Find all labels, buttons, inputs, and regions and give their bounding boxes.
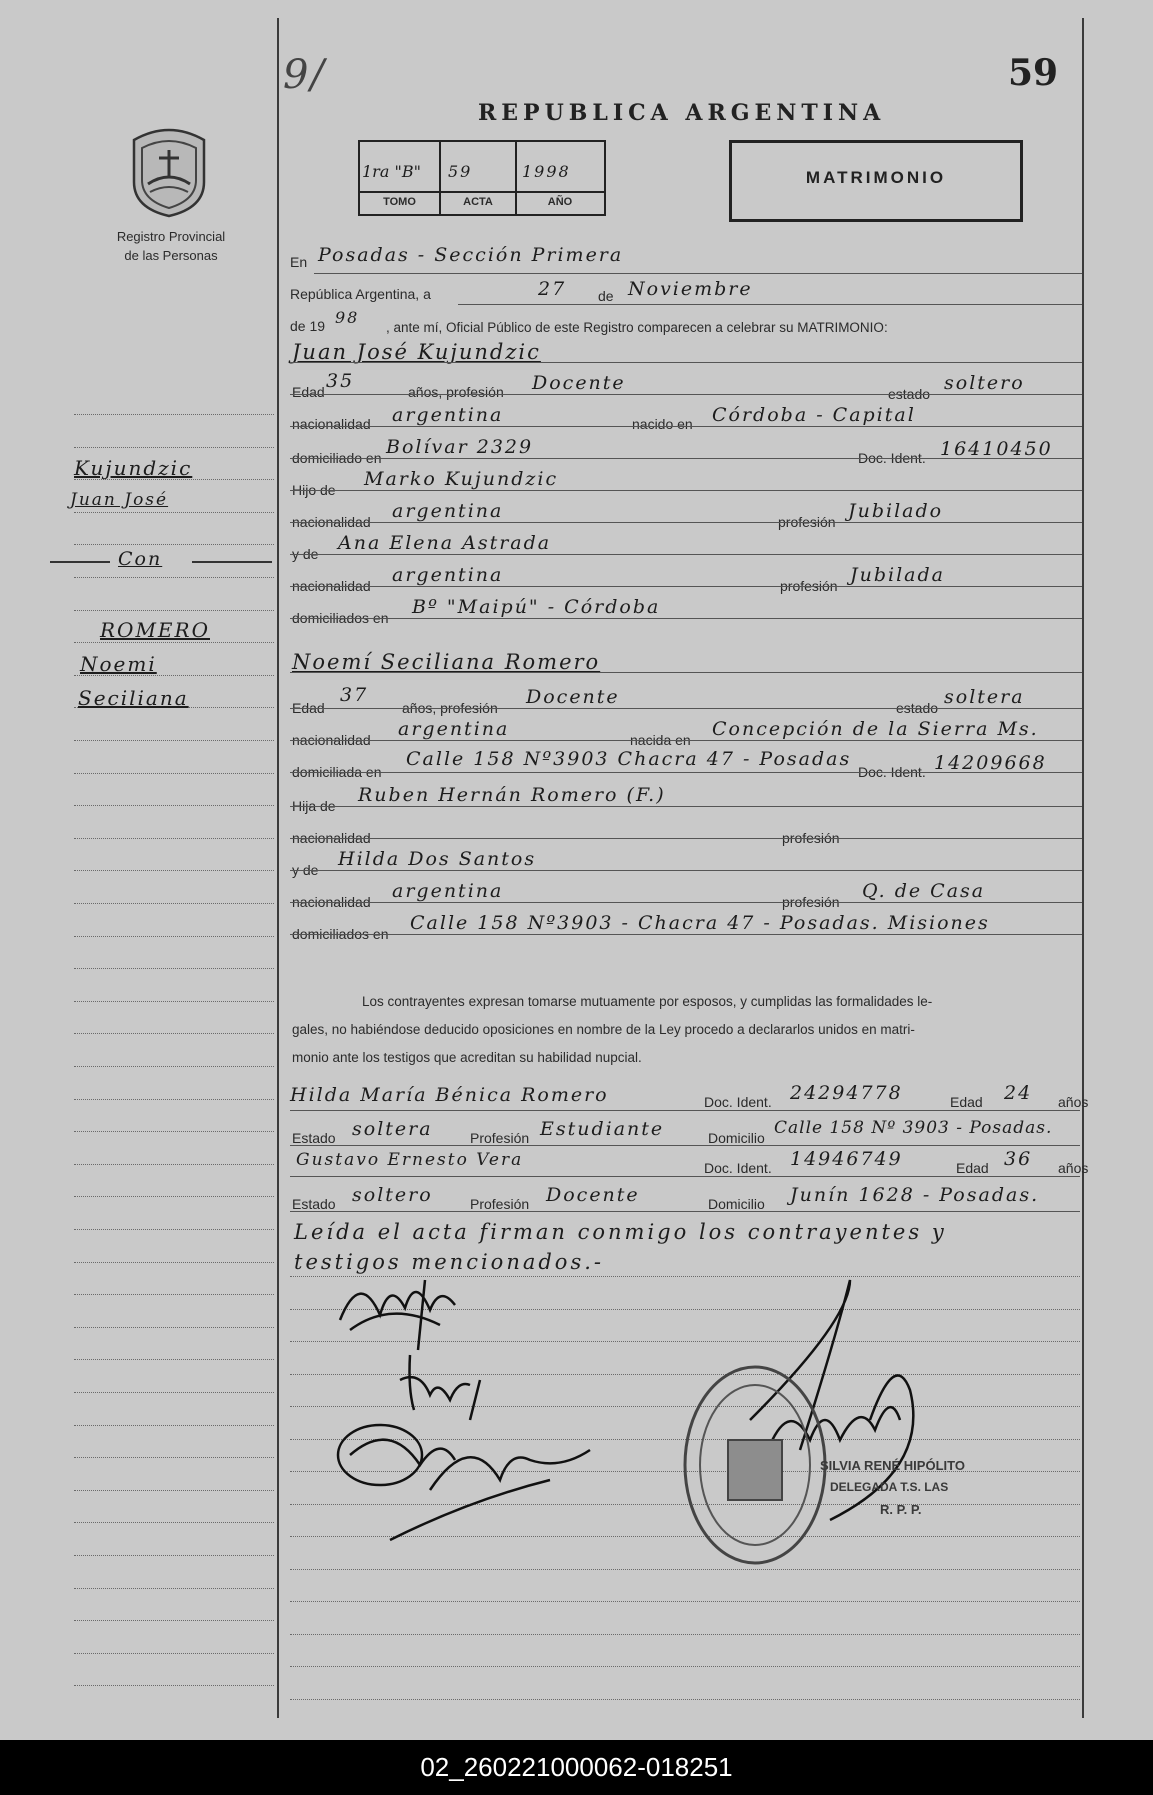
margin-dotted-line: [74, 512, 274, 513]
margin-dotted-line: [74, 968, 274, 969]
witness-1-profesion: Estudiante: [540, 1118, 665, 1140]
groom-mother-prof: Jubilada: [850, 564, 945, 586]
form-line: [290, 522, 1082, 523]
witness-1-edad-label: Edad: [950, 1094, 983, 1110]
margin-dotted-line: [74, 1327, 274, 1328]
page-number: 59: [1008, 52, 1059, 94]
year-prefix: de 19: [290, 318, 326, 334]
groom-nacionalidad-label: nacionalidad: [292, 416, 371, 432]
signature-witnesses: [338, 1425, 590, 1540]
bride-estado: soltera: [944, 686, 1025, 708]
en-label: En: [290, 254, 308, 270]
official-stamp-line-1: SILVIA RENÉ HIPÓLITO: [820, 1458, 965, 1473]
form-line: [290, 740, 1082, 741]
office-line-2: de las Personas: [124, 248, 218, 263]
margin-dotted-line: [74, 1262, 274, 1263]
margin-dotted-line: [74, 903, 274, 904]
bride-name: Noemí Seciliana Romero: [292, 650, 601, 674]
margin-dotted-line: [74, 838, 274, 839]
day-value: 27: [538, 278, 567, 300]
form-line: [290, 708, 1082, 709]
bride-doc: 14209668: [934, 752, 1047, 774]
bride-parents-dom: Calle 158 Nº3903 - Chacra 47 - Posadas. Misiones: [410, 912, 990, 934]
margin-dotted-line: [74, 1522, 274, 1523]
bride-nacida: Concepción de la Sierra Ms.: [712, 718, 1039, 740]
acta-value: 59: [448, 162, 473, 181]
margin-dotted-line: [74, 1588, 274, 1589]
margin-dotted-line: [74, 1359, 274, 1360]
bride-domicilio-label: domiciliada en: [292, 764, 382, 780]
republica-label: República Argentina, a: [290, 286, 431, 302]
margin-note-con: Con: [118, 548, 163, 570]
bride-estado-label: estado: [896, 700, 939, 716]
groom-mother-nac-label: nacionalidad: [292, 578, 371, 594]
groom-father-prof-label: profesión: [778, 514, 836, 530]
witness-1-edad: 24: [1004, 1082, 1033, 1104]
witness-2-anos-label: años: [1058, 1160, 1089, 1176]
intro-text: , ante mí, Oficial Público de este Registro comparecen a celebrar su MATRIMONIO:: [386, 320, 888, 335]
margin-dotted-line: [74, 1555, 274, 1556]
margin-note-romero: ROMERO: [100, 618, 210, 642]
left-rule: [277, 18, 279, 1718]
margin-dotted-line: [74, 1229, 274, 1230]
margin-dotted-line: [74, 1196, 274, 1197]
form-line: [290, 458, 1082, 459]
margin-dotted-line: [74, 1131, 274, 1132]
tomo-label: TOMO: [383, 196, 416, 208]
groom-father: Marko Kujundzic: [364, 468, 559, 490]
official-stamp-line-3: R. P. P.: [880, 1502, 922, 1517]
witness-1-profesion-label: Profesión: [470, 1130, 530, 1146]
margin-dotted-line: [74, 870, 274, 871]
groom-nacido: Córdoba - Capital: [712, 404, 916, 426]
de-label: de: [598, 288, 614, 304]
country-title: REPUBLICA ARGENTINA: [478, 100, 886, 126]
witness-1-domicilio-label: Domicilio: [708, 1130, 765, 1146]
groom-parents-dom: Bº "Maipú" - Córdoba: [412, 596, 661, 618]
official-stamp-line-2: DELEGADA T.S. LAS: [830, 1480, 949, 1494]
groom-father-label: Hijo de: [292, 482, 336, 498]
margin-dotted-line: [74, 1099, 274, 1100]
witness-2-profesion-label: Profesión: [470, 1196, 530, 1212]
margin-dotted-line: [74, 1457, 274, 1458]
bride-mother-nac: argentina: [392, 880, 504, 902]
form-line: [290, 394, 1082, 395]
bride-father-prof-label: profesión: [782, 830, 840, 846]
office-line-1: Registro Provincial: [116, 229, 226, 244]
groom-mother-prof-label: profesión: [780, 578, 838, 594]
bride-nacida-label: nacida en: [630, 732, 691, 748]
matrimonio-label: MATRIMONIO: [805, 168, 947, 187]
form-line: [290, 672, 1082, 673]
groom-doc: 16410450: [940, 438, 1053, 460]
bride-mother-nac-label: nacionalidad: [292, 894, 371, 910]
groom-profesion-label: años, profesión: [408, 384, 504, 400]
groom-edad-label: Edad: [292, 384, 325, 400]
margin-dotted-line: [74, 1685, 274, 1686]
margin-note-noemi: Noemi: [80, 652, 157, 676]
bride-edad-label: Edad: [292, 700, 325, 716]
margin-dotted-line: [74, 805, 274, 806]
form-line: [290, 934, 1082, 935]
declaration-line-2: gales, no habiéndose deducido oposiciones en nombre de la Ley procedo a declararlos unidos en matri-: [292, 1022, 915, 1037]
closing-line-2: testigos mencionados.-: [294, 1250, 605, 1274]
margin-dotted-line: [74, 544, 274, 545]
anio-label: AÑO: [547, 196, 573, 208]
witness-2-edad-label: Edad: [956, 1160, 989, 1176]
groom-profesion: Docente: [532, 372, 626, 394]
groom-mother-label: y de: [292, 546, 319, 562]
signature-dotted-line: [290, 1699, 1080, 1700]
corner-mark: 9/: [283, 52, 326, 98]
groom-father-nac-label: nacionalidad: [292, 514, 371, 530]
margin-dotted-line: [74, 773, 274, 774]
witness-1-doc-label: Doc. Ident.: [704, 1094, 772, 1110]
margin-dotted-line: [74, 1490, 274, 1491]
acta-label: ACTA: [463, 196, 493, 208]
groom-name: Juan José Kujundzic: [292, 340, 541, 364]
tomo-value: 1ra "B": [362, 162, 421, 181]
form-line: [290, 902, 1082, 903]
place-value: Posadas - Sección Primera: [318, 244, 624, 266]
groom-edad: 35: [326, 370, 355, 392]
witness-1-doc: 24294778: [790, 1082, 903, 1104]
bride-edad: 37: [340, 684, 369, 706]
closing-line-1: Leída el acta firman conmigo los contrayentes y: [294, 1220, 947, 1244]
groom-nacido-label: nacido en: [632, 416, 693, 432]
margin-note-surname: Kujundzic: [74, 456, 193, 480]
margin-note-seciliana: Seciliana: [78, 686, 189, 710]
bride-parents-dom-label: domiciliados en: [292, 926, 389, 942]
declaration-line-1: Los contrayentes expresan tomarse mutuamente por esposos, y cumplidas las formalidades le-: [362, 994, 933, 1009]
bride-domicilio: Calle 158 Nº3903 Chacra 47 - Posadas: [406, 748, 852, 770]
margin-dotted-line: [74, 1425, 274, 1426]
signature-dotted-line: [290, 1666, 1080, 1667]
margin-dotted-line: [74, 610, 274, 611]
form-line: [290, 586, 1082, 587]
witness-1-name: Hilda María Bénica Romero: [290, 1084, 609, 1106]
scan-code: 02_260221000062-018251: [0, 1740, 1153, 1795]
form-line: [290, 838, 1082, 839]
margin-dotted-line: [74, 740, 274, 741]
bride-mother-prof-label: profesión: [782, 894, 840, 910]
groom-domicilio: Bolívar 2329: [386, 436, 534, 458]
provincial-seal-icon: [126, 126, 212, 218]
form-line: [290, 554, 1082, 555]
witness-1-domicilio: Calle 158 Nº 3903 - Posadas.: [774, 1118, 1053, 1138]
declaration-line-3: monio ante los testigos que acreditan su habilidad nupcial.: [292, 1050, 642, 1065]
groom-doc-label: Doc. Ident.: [858, 450, 926, 466]
margin-note-firstname: Juan José: [70, 490, 169, 510]
bride-mother: Hilda Dos Santos: [338, 848, 537, 870]
form-line: [290, 618, 1082, 619]
margin-dotted-line: [74, 1392, 274, 1393]
margin-dotted-line: [74, 1620, 274, 1621]
witness-1-estado-label: Estado: [292, 1130, 336, 1146]
witness-1-anos-label: años: [1058, 1094, 1089, 1110]
witness-2-domicilio: Junín 1628 - Posadas.: [790, 1184, 1040, 1206]
right-rule: [1082, 18, 1084, 1718]
form-line: [290, 870, 1082, 871]
witness-2-doc-label: Doc. Ident.: [704, 1160, 772, 1176]
registry-stamp-icon: [680, 1360, 830, 1570]
groom-father-prof: Jubilado: [848, 500, 944, 522]
bride-profesion: Docente: [526, 686, 620, 708]
margin-dotted-line: [74, 642, 274, 643]
year-suffix: 98: [335, 308, 360, 327]
margin-dotted-line: [74, 1033, 274, 1034]
witness-2-estado: soltero: [352, 1184, 433, 1206]
groom-estado-label: estado: [888, 386, 931, 402]
form-line: [290, 362, 1082, 363]
bride-mother-label: y de: [292, 862, 319, 878]
witness-2-name: Gustavo Ernesto Vera: [296, 1150, 524, 1170]
witness-2-estado-label: Estado: [292, 1196, 336, 1212]
groom-mother-nac: argentina: [392, 564, 504, 586]
margin-dotted-line: [74, 936, 274, 937]
margin-dotted-line: [74, 1164, 274, 1165]
groom-father-nac: argentina: [392, 500, 504, 522]
anio-value: 1998: [522, 162, 571, 181]
form-line: [290, 772, 1082, 773]
bride-father-nac-label: nacionalidad: [292, 830, 371, 846]
margin-dotted-line: [74, 1294, 274, 1295]
groom-mother: Ana Elena Astrada: [338, 532, 552, 554]
signature-groom: [340, 1280, 455, 1350]
bride-profesion-label: años, profesión: [402, 700, 498, 716]
groom-nacionalidad: argentina: [392, 404, 504, 426]
witness-2-domicilio-label: Domicilio: [708, 1196, 765, 1212]
bride-father: Ruben Hernán Romero (F.): [358, 784, 666, 806]
form-line: [290, 490, 1082, 491]
margin-dotted-line: [74, 1653, 274, 1654]
form-line: [290, 806, 1082, 807]
bride-mother-prof: Q. de Casa: [862, 880, 986, 902]
bride-nacionalidad: argentina: [398, 718, 510, 740]
bride-father-label: Hija de: [292, 798, 336, 814]
groom-parents-dom-label: domiciliados en: [292, 610, 389, 626]
signature-dotted-line: [290, 1601, 1080, 1602]
witness-1-estado: soltera: [352, 1118, 433, 1140]
signature-bride: [400, 1355, 480, 1420]
margin-dotted-line: [74, 1066, 274, 1067]
signatures: [330, 1260, 950, 1560]
margin-dotted-line: [74, 447, 274, 448]
groom-estado: soltero: [944, 372, 1025, 394]
witness-2-edad: 36: [1004, 1148, 1033, 1170]
margin-dotted-line: [74, 1001, 274, 1002]
witness-2-doc: 14946749: [790, 1148, 903, 1170]
groom-domicilio-label: domiciliado en: [292, 450, 382, 466]
month-value: Noviembre: [628, 278, 753, 300]
bride-nacionalidad-label: nacionalidad: [292, 732, 371, 748]
margin-dotted-line: [74, 577, 274, 578]
margin-dotted-line: [74, 414, 274, 415]
signature-dotted-line: [290, 1634, 1080, 1635]
witness-2-profesion: Docente: [546, 1184, 640, 1206]
form-line: [290, 426, 1082, 427]
bride-doc-label: Doc. Ident.: [858, 764, 926, 780]
